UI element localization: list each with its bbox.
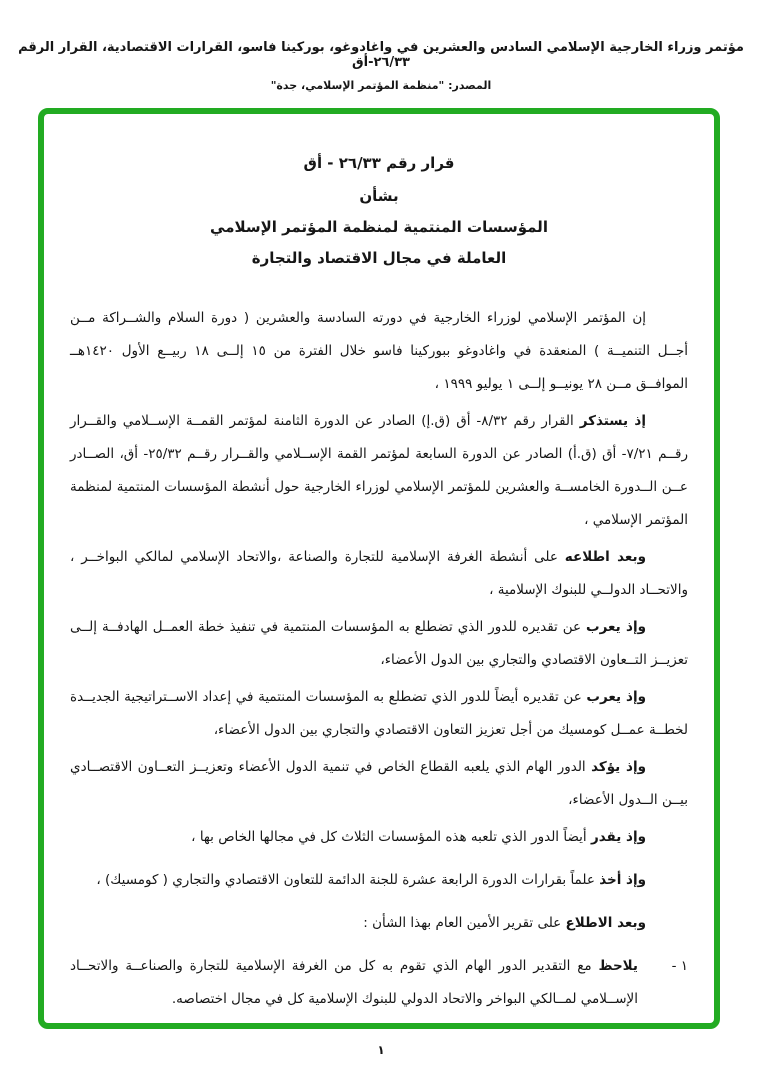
paragraph-lead: وبعد الاطلاع [565,915,646,931]
resolution-subject-line1: المؤسسات المنتمية لمنظمة المؤتمر الإسلامي [210,218,548,236]
resolution-item-1 [70,950,688,1016]
resolution-body [70,302,688,1016]
paragraph-text: على تقرير الأمين العام بهذا الشأن : [363,915,566,931]
paragraph-lead: وإذ يؤكد [591,759,646,775]
paragraph-text: عن تقديره أيضاً للدور الذي تضطلع به المؤسسات المنتمية في إعداد الاســتراتيجية الجديــدة لخطــة عمــل كومسيك من أجل تعزيز التعاون الاقتصادي والتجاري بين الدول الأعضاء، [70,689,688,738]
resolution-number-title: قرار رقم ٢٦/٣٣ - أق [303,154,455,172]
paragraph-taking-note [70,864,688,897]
paragraph-text: إن المؤتمر الإسلامي لوزراء الخارجية في دورته السادسة والعشرين ( دورة السلام والشــراكة مــن أجــل التنميــة ) المنعقدة في واغادوغو ببوركينا فاسو خلال الفترة من ١٥ إلــى ١٨ ربيــع الأول ١٤٢٠هــ الموافــق مــن ٢٨ يونيــو إلــى ١ يوليو ١٩٩٩ ، [70,310,688,392]
paragraph-lead: إذ يستذكر [579,413,646,429]
paragraph-text: الدور الهام الذي يلعبه القطاع الخاص في تنمية الدول الأعضاء وتعزيــز التعــاون الاقتصــادي بيــن الــدول الأعضاء، [70,759,688,808]
paragraph-expressing-appreciation [70,611,688,677]
paragraph-lead: وبعد اطلاعه [564,549,646,565]
page-number: ١ [377,1043,385,1057]
paragraph-lead: وإذ يعرب [586,689,646,705]
paragraph-lead: وإذ أخذ [599,872,646,888]
item-body-text: مع التقدير الدور الهام الذي تقوم به كل من الغرفة الإسلامية للتجارة والصناعــة والاتحــاد الإســلامي لمــالكي البواخر والاتحاد الدولي للبنوك الإسلامية كل في مجال اختصاصه. [70,958,638,1007]
paragraph-appreciating-role [70,821,688,854]
paragraph-text: عن تقديره للدور الذي تضطلع به المؤسسات المنتمية في تنفيذ خطة العمــل الهادفــة إلــى تعزيــز التــعاون الاقتصادي والتجاري بين الدول الأعضاء، [70,619,688,668]
paragraph-expressing-appreciation-also [70,681,688,747]
document-border-box [38,108,720,1029]
paragraph-having-seen-report [70,907,688,940]
item-lead: يلاحظ [598,958,638,974]
resolution-subject-label: بشأن [359,187,399,205]
paragraph-lead: وإذ يعرب [586,619,646,635]
paragraph-affirming [70,751,688,817]
paragraph-having-reviewed [70,541,688,607]
header-source-line: مؤتمر وزراء الخارجية الإسلامي السادس والعشرين في واغادوغو، بوركينا فاسو، القرارات الاقتصادية، القرار الرقم ٢٦/٣٣-أق [18,40,744,70]
paragraph-text: القرار رقم ٨/٣٢- أق (ق.إ) الصادر عن الدورة الثامنة لمؤتمر القمــة الإســلامي والقــرار رقــم ٧/٢١- أق (ق.أ) الصادر عن الدورة السابعة لمؤتمر القمة الإســلامي والقــرار رقــم ٢٥/٣٢- أق، الصــادر عــن الــدورة الخامســة والعشرين للمؤتمر الإسلامي لوزراء الخارجية حول أنشطة المؤسسات المنتمية لمنظمة المؤتمر الإسلامي ، [70,413,688,528]
paragraph-lead: وإذ يقدر [590,829,646,845]
paragraph-text: على أنشطة الغرفة الإسلامية للتجارة والصناعة ،والاتحاد الإسلامي لمالكي البواخــر ، والاتحــاد الدولــي للبنوك الإسلامية ، [70,549,688,598]
header-publisher-line: المصدر: "منظمة المؤتمر الإسلامي، جدة" [270,79,492,92]
item-text [70,950,638,1016]
item-number: ١ - [671,958,688,974]
paragraph-preamble [70,302,688,401]
resolution-subject-line2: العاملة في مجال الاقتصاد والتجارة [251,249,507,267]
resolution-title-block [70,148,688,274]
paragraph-recalling [70,405,688,537]
paragraph-text: علماً بقرارات الدورة الرابعة عشرة للجنة الدائمة للتعاون الاقتصادي والتجاري ( كومسيك) ، [96,872,600,888]
paragraph-text: أيضاً الدور الذي تلعبه هذه المؤسسات الثلاث كل في مجالها الخاص بها ، [191,829,591,845]
document-header [0,0,762,92]
